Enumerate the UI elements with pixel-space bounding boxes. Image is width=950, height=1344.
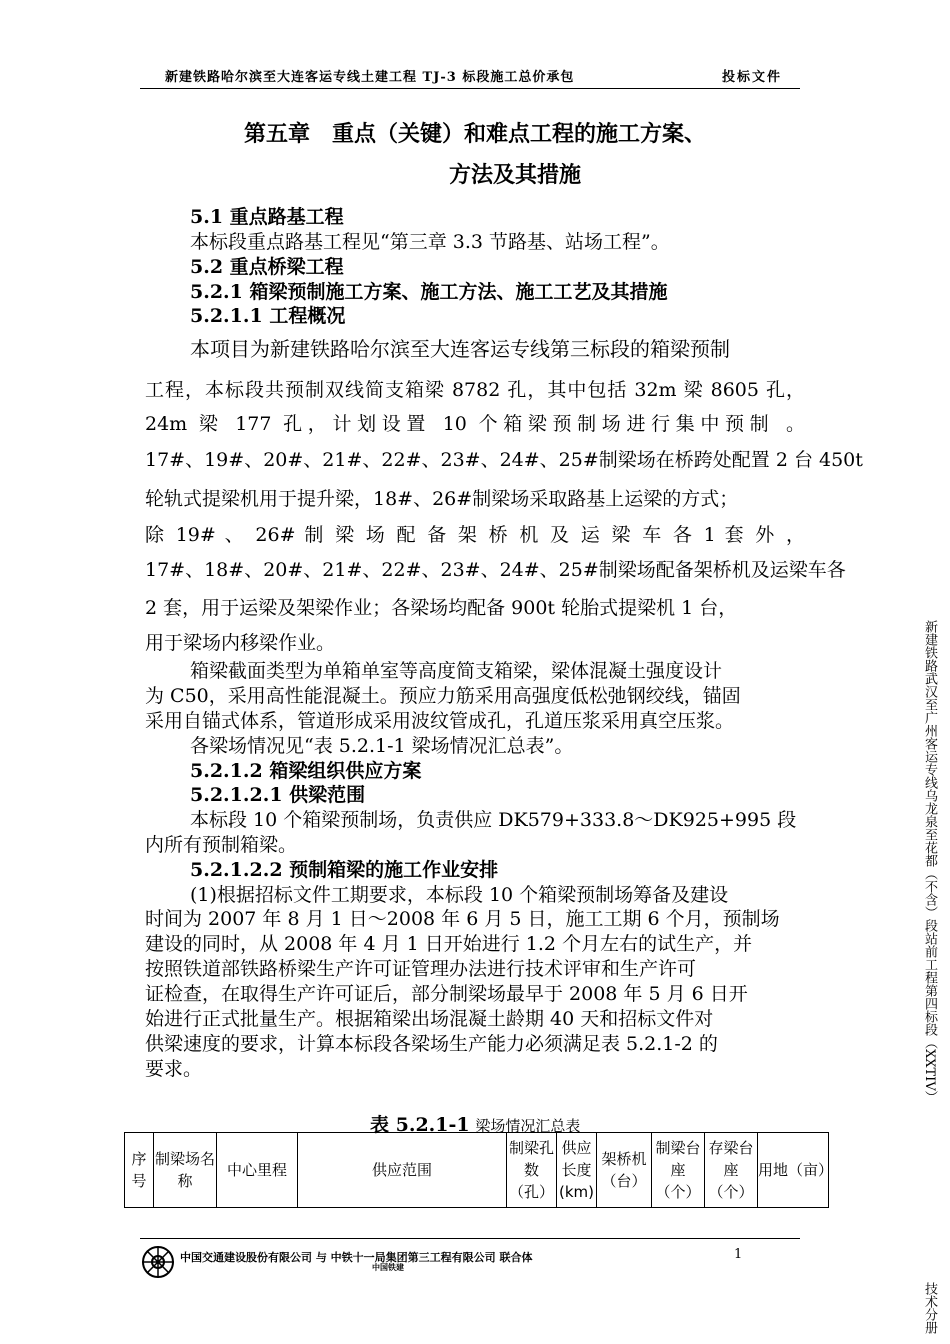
table-header-cell: 存梁台座（个）: [705, 1133, 758, 1208]
beam-yard-summary-table: [124, 1132, 834, 1208]
section-5-1-heading: 5.1 重点路基工程: [190, 206, 344, 228]
footer-divider: [140, 1238, 800, 1239]
table-header-cell: 制梁场名称: [154, 1133, 217, 1208]
side-margin-text: 新建铁路武汉至广州客运专线乌龙泉至花都（不含）段站前工程第四标段（XXTIV）: [922, 620, 937, 1104]
table-header-cell: 供应范围: [298, 1133, 507, 1208]
paragraph-line: 证检查，在取得生产许可证后，部分制梁场最早于 2008 年 5 月 6 日开: [145, 983, 748, 1005]
paragraph-line: 始进行正式批量生产。根据箱梁出场混凝土龄期 40 天和招标文件对: [145, 1008, 714, 1030]
table-header-cell: 序号: [125, 1133, 154, 1208]
paragraph-line: 箱梁截面类型为单箱单室等高度简支箱梁，梁体混凝土强度设计: [190, 660, 723, 682]
document-header-title: 新建铁路哈尔滨至大连客运专线土建工程 TJ-3 标段施工总价承包: [165, 70, 575, 85]
paragraph-line: 17#、19#、20#、21#、22#、23#、24#、25#制梁场在桥跨处配置 2 台 450t: [145, 449, 863, 471]
paragraph-line: 各梁场情况见“表 5.2.1-1 梁场情况汇总表”。: [190, 735, 574, 757]
table-caption-number: 表 5.2.1-1: [370, 1114, 470, 1136]
paragraph-line: 除 19# 、 26# 制 梁 场 配 备 架 桥 机 及 运 梁 车 各 1 套 外 ，: [145, 524, 805, 546]
paragraph-line: 按照铁道部铁路桥梁生产许可证管理办法进行技术评审和生产许可: [145, 958, 697, 980]
table-header-cell: 制梁台座（个）: [652, 1133, 705, 1208]
paragraph-line: 采用自锚式体系，管道形成采用波纹管成孔，孔道压浆采用真空压浆。: [145, 710, 735, 732]
table-header-cell: 中心里程: [217, 1133, 298, 1208]
table-header-cell: 制梁孔数（孔）: [507, 1133, 557, 1208]
crcc-logo-text: 中国铁建: [372, 1262, 404, 1272]
table-header-cell: 用地（亩）: [758, 1133, 829, 1208]
paragraph-line: 用于梁场内移梁作业。: [145, 632, 336, 654]
company-logo-icon: [140, 1244, 176, 1280]
paragraph-line: 供梁速度的要求，计算本标段各梁场生产能力必须满足表 5.2.1-2 的: [145, 1033, 718, 1055]
paragraph-line: 17#、18#、20#、21#、22#、23#、24#、25#制梁场配备架桥机及运梁车各: [145, 559, 846, 581]
paragraph-line: 内所有预制箱梁。: [145, 834, 298, 856]
document-header-label: 投标文件: [722, 70, 783, 85]
header-divider: [140, 88, 800, 89]
paragraph-line: 建设的同时，从 2008 年 4 月 1 日开始进行 1.2 个月左右的试生产，并: [145, 933, 753, 955]
section-5-2-1-2-1-heading: 5.2.1.2.1 供梁范围: [190, 784, 366, 806]
section-5-2-heading: 5.2 重点桥梁工程: [190, 256, 344, 278]
paragraph-line: 本项目为新建铁路哈尔滨至大连客运专线第三标段的箱梁预制: [190, 337, 730, 361]
paragraph-line: 轮轨式提梁机用于提升梁，18#、26#制梁场采取路基上运梁的方式；: [145, 488, 739, 510]
section-5-1-text: 本标段重点路基工程见“第三章 3.3 节路基、站场工程”。: [190, 231, 670, 253]
section-5-2-1-2-heading: 5.2.1.2 箱梁组织供应方案: [190, 760, 422, 782]
paragraph-line: 工程，本标段共预制双线简支箱梁 8782 孔，其中包括 32m 梁 8605 孔，: [145, 379, 805, 401]
paragraph-line: 2 套，用于运梁及架梁作业；各梁场均配备 900t 轮胎式提梁机 1 台，: [145, 597, 738, 619]
section-5-2-1-2-2-heading: 5.2.1.2.2 预制箱梁的施工作业安排: [190, 859, 499, 881]
paragraph-line: 本标段 10 个箱梁预制场，负责供应 DK579+333.8～DK925+995 段: [190, 809, 797, 831]
paragraph-line: 为 C50，采用高性能混凝土。预应力筋采用高强度低松弛钢绞线，锚固: [145, 685, 741, 707]
chapter-title-line1: 第五章 重点（关键）和难点工程的施工方案、: [243, 121, 706, 147]
side-margin-text-2: 技术分册: [922, 1282, 937, 1334]
table-header-row: [125, 1133, 829, 1208]
table-caption-text: 梁场情况汇总表: [475, 1117, 581, 1135]
section-5-2-1-heading: 5.2.1 箱梁预制施工方案、施工方法、施工工艺及其措施: [190, 281, 668, 303]
paragraph-line: 时间为 2007 年 8 月 1 日～2008 年 6 月 5 日，施工工期 6 个月，预制场: [145, 908, 780, 930]
chapter-title-line2: 方法及其措施: [448, 162, 581, 188]
table-header-cell: 架桥机（台）: [597, 1133, 652, 1208]
paragraph-line: (1)根据招标文件工期要求，本标段 10 个箱梁预制场筹备及建设: [190, 884, 729, 906]
footer-company-text: 中国交通建设股份有限公司 与 中铁十一局集团第三工程有限公司 联合体: [180, 1251, 533, 1264]
section-5-2-1-1-heading: 5.2.1.1 工程概况: [190, 305, 346, 327]
paragraph-line: 要求。: [145, 1058, 203, 1080]
page-number: 1: [734, 1247, 743, 1262]
table-header-cell: 供应长度(km): [557, 1133, 597, 1208]
paragraph-line: 24m 梁 177 孔，计划设置 10 个箱梁预制场进行集中预制 。: [145, 413, 805, 435]
